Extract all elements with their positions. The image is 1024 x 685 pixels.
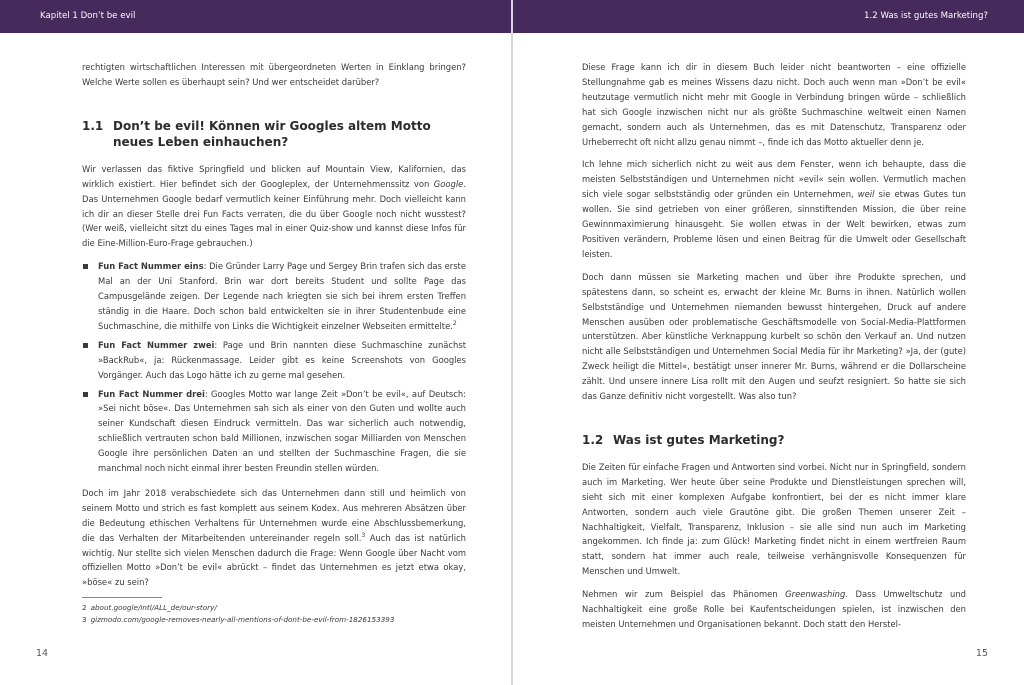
footnote-link[interactable]: about.google/intl/ALL_de/our-story/ bbox=[90, 603, 217, 612]
emphasis: Google bbox=[433, 178, 464, 189]
paragraph bbox=[582, 587, 966, 632]
paragraph: Doch dann müssen sie Marketing machen und über ihre Produkte sprechen, und spätestens dann, so scheint es, erwacht der kleine Mr. Burns in ihnen. Natürlich wollen Selbstständige und Unternehmen niemanden bewusst hintergehen, Druck auf andere Menschen ausüben oder problematische Geschäftsmodelle von Social-Media-Plattformen unterstützen. Aber künstliche Verknappung kurbelt so schön den Verkauf an. Und nutzen nicht alle Selbstständigen und Unternehmen Social Media für ihr Marketing? »Ja, der (gute) Zweck heiligt die Mittel«, bestätigt unser innerer Mr. Burns, während er die Dollarscheine zählt. Und unsere innere Lisa rollt mit den Augen und seufzt resigniert. So hatte sie sich das Ganze definitiv nicht vorgestellt. Was also tun? bbox=[582, 271, 966, 402]
left-page bbox=[0, 0, 511, 685]
footnote-link[interactable]: gizmodo.com/google-removes-nearly-all-mentions-of-dont-be-evil-from-1826153393 bbox=[90, 615, 395, 624]
section-heading-1-2 bbox=[582, 432, 966, 448]
section-number: 1.1 bbox=[82, 118, 104, 133]
footnote-ref[interactable]: 3 bbox=[361, 531, 366, 539]
text-run: Nehmen wir zum Beispiel das Phänomen bbox=[582, 589, 786, 600]
footnotes bbox=[82, 597, 466, 626]
paragraph bbox=[82, 162, 466, 251]
text-run: . Dass Umweltschutz und Nachhaltigkeit eine große Rolle bei Kaufentscheidungen spielen, ist inzwischen den meisten Unternehmen und Organisationen bekannt. Doch statt den Herstel- bbox=[582, 589, 966, 629]
section-title: Was ist gutes Marketing? bbox=[613, 432, 785, 447]
emphasis: weil bbox=[857, 189, 875, 200]
left-header-text: Kapitel 1 Don’t be evil bbox=[40, 11, 136, 21]
page-number: 15 bbox=[975, 648, 988, 659]
section-number: 1.2 bbox=[582, 432, 604, 447]
fun-facts-list bbox=[82, 259, 466, 476]
text-run: Ich lehne mich sicherlich nicht zu weit aus dem Fenster, wenn ich behaupte, dass die meisten Selbstständigen und Unternehmen nicht »evil« sein wollen. Vermutlich machen sich viele sogar selbstständig oder gründen ein Unternehmen, bbox=[582, 159, 966, 200]
paragraph bbox=[582, 157, 966, 261]
text-run: sie etwas Gutes tun wollen. Sie sind getrieben von einer größeren, sinnstiftenden Mission, die über reine Gewinnmaximierung hinausgeht. Sie wollen etwas in der Welt bewirken, etwas zum Positiven verändern, Probleme lösen und einen Beitrag für die Umwelt oder Gesellschaft leisten. bbox=[582, 189, 966, 259]
list-item-label: Fun Fact Nummer eins bbox=[98, 261, 204, 272]
footnote bbox=[82, 614, 466, 626]
paragraph bbox=[82, 486, 466, 590]
footnote-ref[interactable]: 2 bbox=[452, 320, 457, 328]
paragraph: Die Zeiten für einfache Fragen und Antworten sind vorbei. Nicht nur in Springfield, sondern auch im Marketing. Wer heute über seine Produkte und Dienstleistungen sprechen will, sieht sich mit einer komplexen Aufgabe konfrontiert, bei der es nicht immer klare Antworten, sondern auch viele Grautöne gibt. Die großen Themen unserer Zeit – Nachhaltigkeit, Vielfalt, Transparenz, Inklusion – sie alle sind nun auch im Marketing angekommen. Ich finde ja: zum Glück! Marketing findet nicht in einem wertfreien Raum statt, sondern hat immer auch reale, teilweise verhängnisvolle Konsequenzen für Menschen und Umwelt. bbox=[582, 461, 966, 577]
list-item bbox=[82, 259, 466, 334]
text-run: Doch im Jahr 2018 verabschiedete sich das Unternehmen dann still und heimlich von seinem Motto und strich es fast komplett aus seinem Kodex. Aus mehreren Absätzen über die Bedeutung ethischen Verhaltens für Unternehmen wurde eine Abschlussbemerkung, die das Verhalten der Mitarbeitenden untereinander regeln soll. bbox=[82, 487, 466, 543]
right-page-content bbox=[582, 60, 966, 640]
left-page-content bbox=[82, 60, 466, 598]
section-heading-1-1 bbox=[82, 118, 466, 150]
list-item-text: : Googles Motto war lange Zeit »Don’t be evil«, auf Deutsch: »Sei nicht böse«. Das Unternehmen sah sich als einer von den Guten und wollte auch seiner Kundschaft diesen Eindruck vermitteln. Das war sicherlich auch notwendig, schließlich vertrauten schon bald Millionen, inzwischen sogar Milliarden von Menschen Google ihre persönlichen Daten an und stellten der Suchmaschine Fragen, die sie manchmal noch nicht einmal ihrer besten Freundin stellen würden. bbox=[98, 388, 466, 474]
text-run: Wir verlassen das fiktive Springfield und blicken auf Mountain View, Kalifornien, das wirklich existiert. Hier befindet sich der Googleplex, der Unternehmenssitz von bbox=[82, 163, 466, 189]
right-running-header bbox=[513, 0, 1024, 33]
paragraph: Diese Frage kann ich dir in diesem Buch leider nicht beantworten – eine offizielle Stellungnahme gab es meines Wissens dazu nicht. Doch auch wenn man »Don’t be evil« heutzutage vermutlich nicht mehr mit Google in Verbindung bringen würde – schließlich hat sich Google inzwischen nicht nur als größte Suchmaschine weltweit einen Namen gemacht, sondern auch als Unternehmen, das es mit Datenschutz, Transparenz oder Urheberrecht oft nicht allzu genau nimmt –, finde ich das Motto aktueller denn je. bbox=[582, 62, 966, 147]
list-item-label: Fun Fact Nummer zwei bbox=[98, 339, 215, 350]
footnote-number: 2 bbox=[82, 603, 87, 612]
intro-paragraph: rechtigten wirtschaftlichen Interessen mit übergeordneten Werten in Einklang bringen? Welche Werte sollen es überhaupt sein? Und wer entscheidet darüber? bbox=[82, 62, 466, 87]
right-header-text: 1.2 Was ist gutes Marketing? bbox=[864, 11, 988, 21]
footnote bbox=[82, 602, 466, 614]
text-run: . Das Unternehmen Google bedarf vermutlich keiner Einführung mehr. Doch vielleicht kann ich dir an dieser Stelle drei Fun Facts verraten, die du über Google noch nicht wusstest? (Wer weiß, vielleicht sitzt du eines Tages mal in einer Quiz-show und kannst diese Infos für die Eine-Million-Euro-Frage gebrauchen.) bbox=[82, 178, 466, 249]
right-page bbox=[513, 0, 1024, 685]
list-item-text: : Die Gründer Larry Page und Sergey Brin trafen sich das erste Mal an der Uni Stanford. Brin war dort bereits Student und sollte Page das Campusgelände zeigen. Der Legende nach kriegten sie sich bei ihrem ersten Treffen ständig in die Haare. Doch schon bald entwickelten sie in ihrer Studentenbude eine Suchmaschine, die mithilfe von Links die Wichtigkeit einzelner Webseiten ermittelte. bbox=[98, 261, 466, 331]
section-title: Don’t be evil! Können wir Googles altem Motto neues Leben einhauchen? bbox=[113, 118, 431, 149]
left-running-header bbox=[0, 0, 511, 33]
page-number: 14 bbox=[36, 648, 49, 659]
list-item-label: Fun Fact Nummer drei bbox=[98, 388, 205, 399]
list-item bbox=[82, 338, 466, 383]
footnote-rule bbox=[82, 597, 162, 598]
list-item bbox=[82, 387, 466, 476]
emphasis: Greenwashing bbox=[785, 589, 846, 600]
footnote-number: 3 bbox=[82, 615, 87, 624]
list-item-text: : Page und Brin nannten diese Suchmaschine zunächst »BackRub«, ja: Rückenmassage. Leider gibt es keine Screenshots von Googles Vorgänger. Auch das Logo hätte ich zu gerne mal gesehen. bbox=[98, 339, 466, 380]
text-run: Auch das ist natürlich wichtig. Nur stellte sich vielen Menschen dadurch die Frage: Wenn Google über Nacht vom offiziellen Motto »Don’t be evil« abrückt – findet das Unternehmen es jetzt etwa okay, »böse« zu sein? bbox=[82, 532, 466, 588]
